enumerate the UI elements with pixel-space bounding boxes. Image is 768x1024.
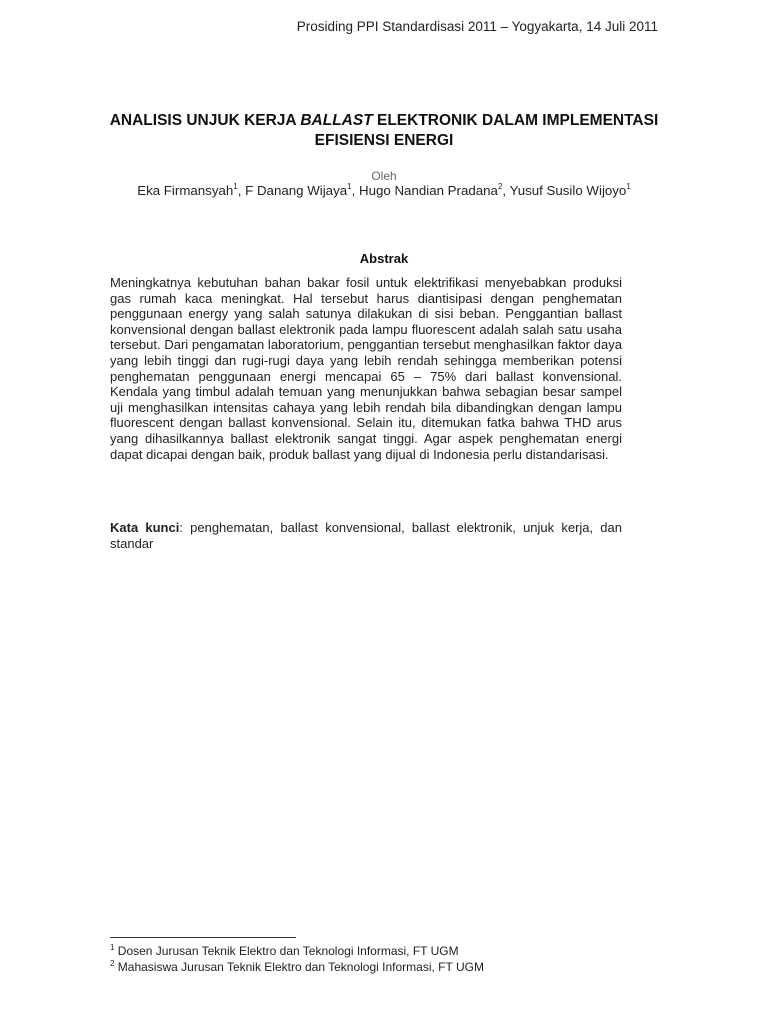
author-affiliation-mark: 1 [233, 182, 238, 191]
keywords-text: : penghematan, ballast konvensional, ballast elektronik, unjuk kerja, dan standar [110, 520, 623, 551]
author-list [118, 181, 650, 201]
byline: Oleh [371, 169, 397, 183]
author-name: Yusuf Susilo Wijoyo [509, 183, 627, 198]
footnote-item [110, 959, 670, 975]
author-separator: , [502, 183, 510, 198]
author-affiliation-mark: 2 [497, 182, 503, 191]
abstract-heading: Abstrak [359, 251, 409, 266]
footnote-divider [110, 937, 296, 938]
title-part-italic: BALLAST [300, 112, 373, 129]
title-part-3: ELEKTRONIK DALAM IMPLEMENTASI EFISIENSI ENERGI [314, 112, 659, 149]
footnote-mark: 1 [110, 943, 115, 952]
footnote-mark: 2 [110, 959, 115, 968]
author-name: Eka Firmansyah [137, 183, 234, 198]
running-header: Prosiding PPI Standardisasi 2011 – Yogyakarta, 14 Juli 2011 [296, 19, 658, 34]
keywords-label: Kata kunci [110, 520, 180, 535]
author-affiliation-mark: 1 [626, 182, 631, 191]
footnote-text: Mahasiswa Jurusan Teknik Elektro dan Teknologi Informasi, FT UGM [114, 960, 484, 974]
author-name: Hugo Nandian Pradana [358, 183, 498, 198]
abstract-body: Meningkatnya kebutuhan bahan bakar fosil untuk elektrifikasi menyebabkan produksi gas rumah kaca meningkat. Hal tersebut harus diantisipasi dengan penghematan penggunaan energy yang salah satunya dilakukan di sisi beban. Penggantian ballast konvensional dengan ballast elektronik pada lampu fluorescent adalah salah satu usaha tersebut. Dari pengamatan laboratorium, penggantian tersebut menghasilkan faktor daya yang lebih tinggi dan rugi-rugi daya yang lebih rendah sehingga memberikan potensi penghematan penggunaan energi mencapai 65 – 75% dari ballast konvensional. Kendala yang timbul adalah temuan yang menunjukkan bahwa sebagian besar sampel uji menghasilkan intensitas cahaya yang lebih rendah bila dibandingkan dengan lampu fluorescent dengan ballast konvensional. Selain itu, ditemukan fatka bahwa THD arus yang dihasilkannya ballast elektronik sangat tinggi. Agar aspek penghematan energi dapat dicapai dengan baik, produk ballast yang dijual di Indonesia perlu distandarisasi. [110, 275, 622, 462]
footnotes [110, 943, 670, 975]
title-part-1: ANALISIS UNJUK KERJA [109, 112, 301, 129]
author-name: F Danang Wijaya [245, 183, 348, 198]
author-separator: , [237, 183, 246, 198]
author-separator: , [351, 183, 359, 198]
footnote-item [110, 943, 670, 959]
author-affiliation-mark: 1 [347, 182, 352, 191]
keywords [110, 520, 622, 552]
paper-title [100, 111, 668, 151]
footnote-text: Dosen Jurusan Teknik Elektro dan Teknologi Informasi, FT UGM [114, 944, 459, 958]
